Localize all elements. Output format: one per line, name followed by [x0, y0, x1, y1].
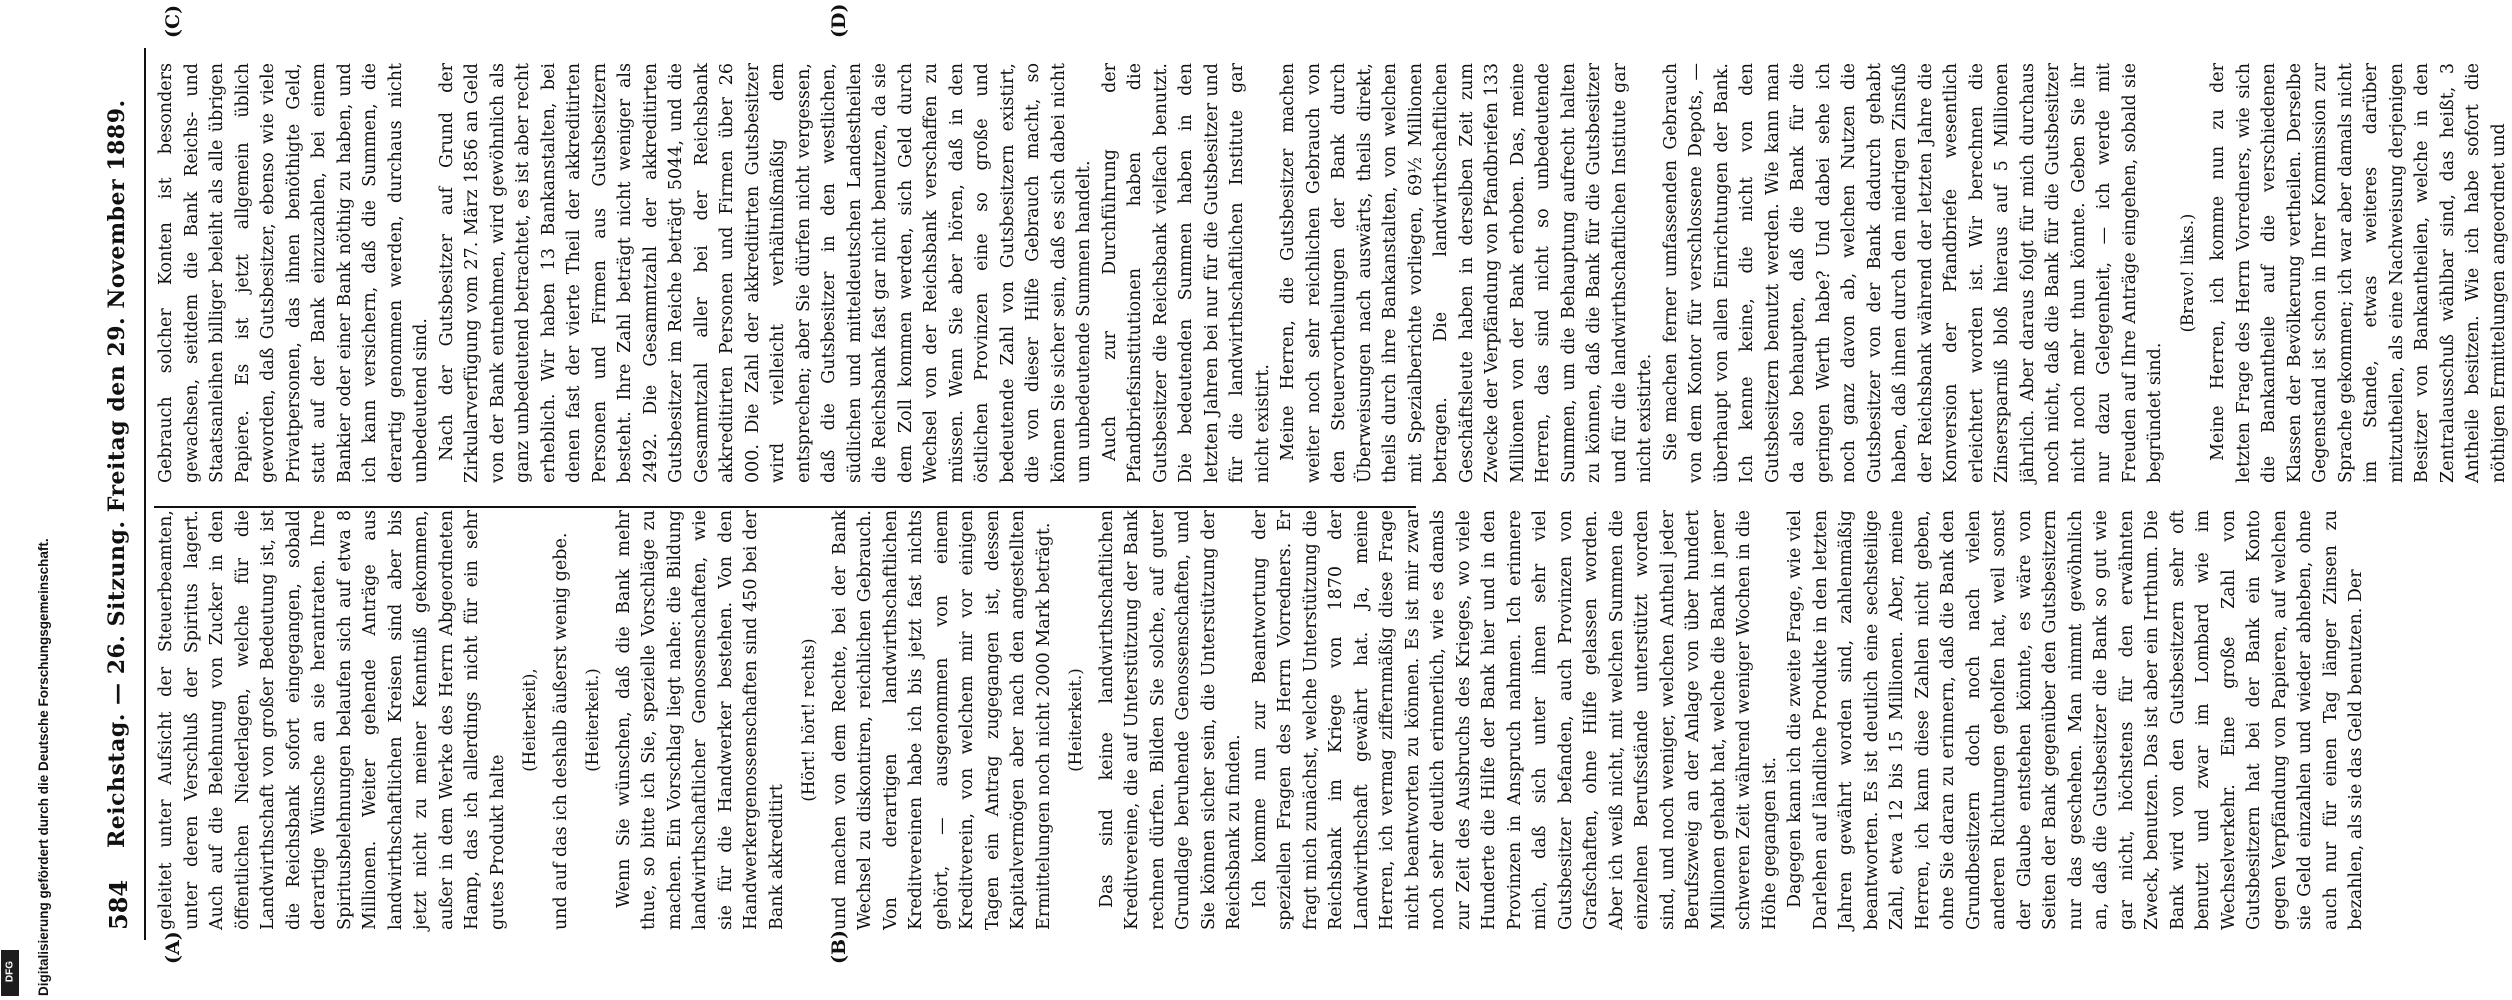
- paragraph: und machen von dem Rechte, bei der Bank Wechsel zu diskontiren, reichlichen Gebrauch. Von derartigen landwirthschaftlichen Kreditvereinen habe ich bis jetzt fast nichts gehört, — ausgenommen von einem Kreditverein, von welchem mir vor einigen Tagen ein Antrag zugegangen ist, dessen Kapitalvermögen aber nach den angestellten Ermittelungen noch nicht 2000 Mark beträgt.: [829, 510, 1054, 930]
- paragraph: Das sind keine landwirthschaftlichen Kreditvereine, die auf Unterstützung der Bank rechnen dürfen. Bilden Sie solche, auf guter Grundlage beruhende Genossenschaften, und Sie können sicher sein, die Unterstützung der Reichsbank zu finden.: [1096, 510, 1244, 930]
- margin-marker-d: (D): [828, 3, 850, 38]
- header-rule: [144, 48, 146, 940]
- paragraph: Wenn Sie wünschen, daß die Bank mehr thue, so bitte ich Sie, spezielle Vorschläge zu machen. Ein Vorschlag liegt nahe: die Bildung landwirthschaftlicher Genossenschaften, wie sie für die Handwerker bestehen. Von den Handwerkergenossenschaften sind 450 bei der Bank akkreditirt: [613, 510, 787, 930]
- running-title: Reichstag. — 26. Sitzung. Freitag den 29. November 1889.: [104, 99, 130, 848]
- left-column: [154, 510, 2366, 930]
- margin-marker-b: (B): [828, 929, 850, 964]
- dfg-logo-label: DFG: [4, 960, 16, 983]
- paragraph: Meine Herren, die Gutsbesitzer machen weiter noch sehr reichlichen Gebrauch von den Steuervortheilungen der Bank durch Überweisungen nach auswärts, theils direkt, theils durch ihre Bankanstalten, von welchen mit Spezialberichte vorliegen, 69½ Millionen betragen. Die landwirthschaftlichen Geschäftsleute haben in derselben Zeit zum Zwecke der Verpfändung von Pfandbriefen 133 Millionen von der Bank erhoben. Das, meine Herren, das sind nicht so unbedeutende Summen, um die Behauptung aufrecht halten zu können, daß die Bank für die Gutsbesitzer und für die landwirthschaftlichen Institute gar nicht existirte.: [1278, 63, 1655, 483]
- paragraph: Meine Herren, ich komme nun zu der letzten Frage des Herrn Vorredners, wie sich die Bankantheile auf die verschiedenen Klassen der Bevölkerung vertheilen. Derselbe Gegenstand ist schon in Ihrer Kommission zur Sprache gekommen; ich war aber damals nicht im Stande, etwas weiteres darüber mitzutheilen, als eine Nachweisung derjenigen Besitzer von Bankantheilen, welche in den Zentralausschuß wählbar sind, das heißt, 3 Antheile besitzen. Wie ich habe sofort die nöthigen Ermittelungen angeordnet und: [2208, 63, 2509, 483]
- running-header: [100, 48, 140, 930]
- stage-direction: (Heiterkeit.): [583, 668, 602, 772]
- paragraph: Gebrauch solcher Konten ist besonders gewachsen, seitdem die Bank Reichs- und Staatsanleihen billiger beleiht als alle übrigen Papiere. Es ist jetzt allgemein üblich geworden, daß Gutsbesitzer, ebenso wie viele Privatpersonen, das ihnen benöthigte Geld, statt auf der Bank einzuzahlen, bei einem Bankier oder einer Bank nöthig zu haben, und ich kann versichern, daß die Summen, die derartig genommen werden, durchaus nicht unbedeutend sind.: [156, 63, 431, 483]
- dfg-logo: [1, 950, 19, 996]
- stage-direction: (Heiterkeit.): [1066, 668, 1085, 772]
- margin-marker-c: (C): [162, 4, 184, 38]
- paragraph: und auf das ich deshalb äußerst wenig gebe.: [550, 532, 571, 930]
- rotated-document-page: [58, 0, 2509, 1000]
- paragraph: Sie machen ferner umfassenden Gebrauch von dem Kontor für verschlossene Depots, — überhaupt von allen Einrichtungen der Bank. Ich kenne keine, die nicht von den Gutsbesitzern benutzt werden. Wie kann man da also behaupten, daß die Bank für die geringen Werth habe? Und dabei sehe ich noch ganz davon ab, welchen Nutzen die Gutsbesitzer von der Bank dadurch gehabt haben, daß ihnen durch den niedrigen Zinsfuß der Reichsbank während der letzten Jahre die Konversion der Pfandbriefe wesentlich erleichtert worden ist. Wir berechnen die Zinsersparniß bloß hieraus auf 5 Millionen jährlich. Aber daraus folgt für mich durchaus noch nicht, daß die Bank für die Gutsbesitzer nicht noch mehr thun könnte. Geben Sie ihr nur dazu Gelegenheit, — ich werde mit Freuden auf Ihre Anträge eingehen, sobald sie begründet sind.: [1660, 63, 2165, 483]
- page-number: 584: [104, 879, 133, 930]
- stage-direction: (Bravo! links.): [2177, 213, 2197, 333]
- paragraph: Dagegen kann ich die zweite Frage, wie viel Darlehen auf ländliche Produkte in den letzten Jahren gewährt worden sind, zahlenmäßig beantworten. Es ist deutlich eine sechsteilige Zahl, etwa 12 bis 15 Millionen. Aber, meine Herren, ich kann diese Zahlen nicht geben, ohne Sie daran zu erinnern, daß die Bank den Grundbesitzern doch noch nach vielen anderen Richtungen geholfen hat, weil sonst der Glaube entstehen könnte, es wäre von Seiten der Bank gegenüber den Gutsbesitzern nur das geschehen. Man nimmt gewöhnlich an, daß die Gutsbesitzer die Bank so gut wie gar nicht, höchstens für den erwähnten Zweck, benutzen. Das ist aber ein Irrthum. Die Bank wird von den Gutsbesitzern sehr oft benutzt und zwar im Lombard wie im Wechselverkehr. Eine große Zahl von Gutsbesitzern hat bei der Bank ein Konto gegen Verpfändung von Papieren, auf welchen sie Geld einzahlen und wieder abheben, ohne auch nur für einen Tag länger Zinsen zu bezahlen, als sie das Geld benutzen. Der: [1785, 510, 2366, 930]
- digitization-footer: [0, 0, 60, 1000]
- stage-direction: (Heiterkeit),: [520, 668, 539, 772]
- column-divider: [154, 506, 1416, 508]
- digitization-credit: Digitalisierung gefördert durch die Deutsche Forschungsgemeinschaft.: [36, 538, 51, 996]
- margin-marker-a: (A): [162, 931, 184, 964]
- paragraph: Nach der Gutsbesitzer auf Grund der Zirkularverfügung vom 27. März 1856 an Geld von der Bank entnehmen, wird gewöhnlich als ganz unbedeutend betrachtet, es ist aber recht erheblich. Wir haben 13 Bankanstalten, bei denen fast der vierte Theil der akkreditirten Personen und Firmen aus Gutsbesitzern besteht. Ihre Zahl beträgt nicht weniger als 2492. Die Gesammtzahl der akkreditirten Gutsbesitzer im Reiche beträgt 5044, und die Gesammtzahl aller bei der Reichsbank akkreditirten Personen und Firmen über 26 000. Die Zahl der akkreditirten Gutsbesitzer wird vielleicht verhältnißmäßig dem entsprechen; aber Sie dürfen nicht vergessen, daß die Gutsbesitzer in den westlichen, südlichen und mitteldeutschen Landestheilen die Reichsbank fast gar nicht benutzen, da sie dem Zoll kommen werden, sich Geld durch Wechsel von der Reichsbank verschaffen zu müssen. Wenn Sie aber hören, daß in den östlichen Provinzen eine so große und bedeutende Zahl von Gutsbesitzern existirt, die von dieser Hilfe Gebrauch macht, so können Sie sicher sein, daß es sich dabei nicht um unbedeutende Summen handelt.: [436, 63, 1094, 483]
- paragraph: Auch zur Durchführung der Pfandbriefsinstitutionen haben die Gutsbesitzer die Reichsbank vielfach benutzt. Die bedeutenden Summen haben in den letzten Jahren bei nur für die Gutsbesitzer und für die landwirthschaftlichen Institute gar nicht existirt.: [1099, 63, 1273, 483]
- paragraph: Ich komme nun zur Beantwortung der speziellen Fragen des Herrn Vorredners. Er fragt mich zunächst, welche Unterstützung die Reichsbank im Kriege von 1870 der Landwirthschaft gewährt hat. Ja, meine Herren, ich vermag ziffernmäßig diese Frage nicht beantworten zu können. Es ist mir zwar noch sehr deutlich erinnerlich, wie es damals zur Zeit des Ausbruchs des Krieges, wo viele Hunderte die Hilfe der Bank hier und in den Provinzen in Anspruch nahmen. Ich erinnere mich, daß sich unter ihnen sehr viel Gutsbesitzer befanden, auch Provinzen von Grafschaften, ohne Hilfe gelassen worden. Aber ich weiß nicht, mit welchen Summen die einzelnen Berufsstände unterstützt worden sind, und noch weniger, welchen Antheil jeder Berufszweig an der Anlage von über hundert Millionen gehabt hat, welche die Bank in jener schweren Zeit während weniger Wochen in die Höhe gegangen ist.: [1249, 510, 1780, 930]
- stage-direction: (Hört! hört! rechts): [799, 638, 818, 802]
- paragraph: geleitet unter Aufsicht der Steuerbeamten, unter deren Verschluß der Spiritus lagert. Auch auf die Belehnung von Zucker in den öffentlichen Niederlagen, welche für die Landwirthschaft von großer Bedeutung ist, ist die Reichsbank sofort eingegangen, sobald derartige Wünsche an sie herantraten. Ihre Spiritusbelehnungen belaufen sich auf etwa 8 Millionen. Weiter gehende Anträge aus landwirthschaftlichen Kreisen sind aber bis jetzt nicht zu meiner Kenntniß gekommen, außer in dem Werke des Herrn Abgeordneten Hamp, das ich allerdings nicht für ein sehr gutes Produkt halte: [156, 510, 508, 930]
- right-column: [154, 63, 2509, 483]
